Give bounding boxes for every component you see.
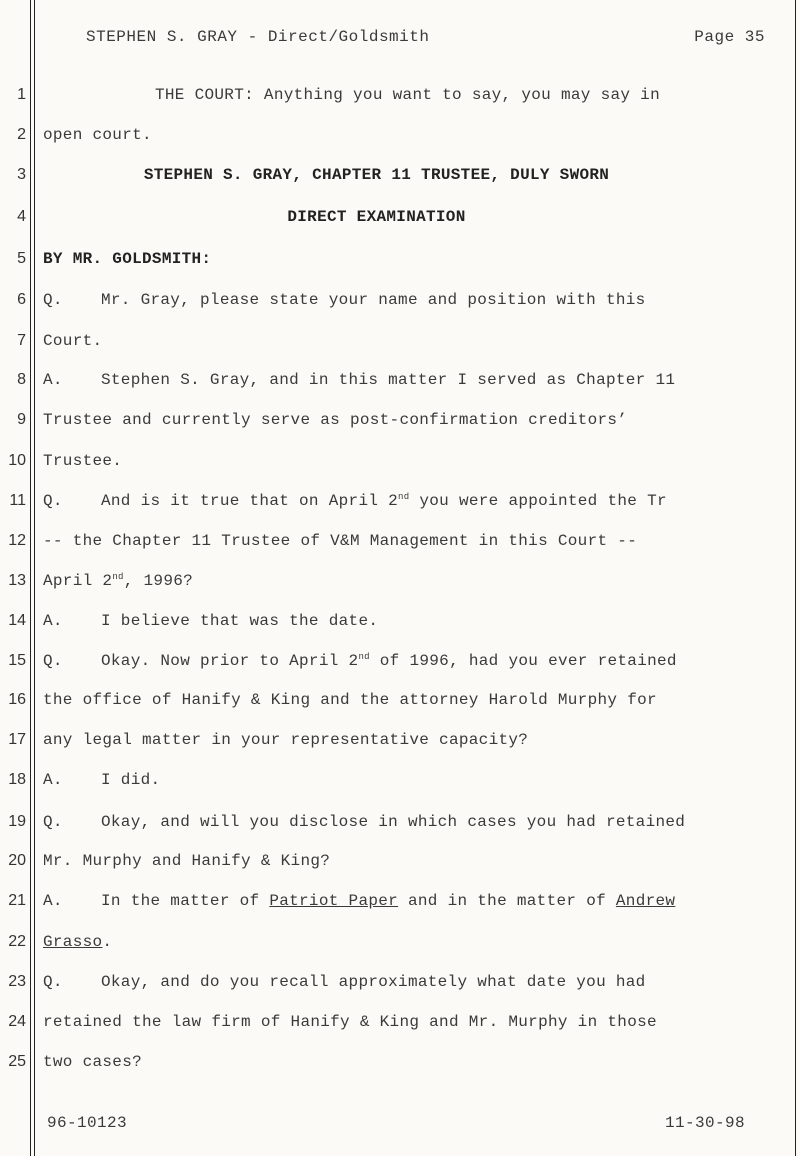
line-number: 7 [17, 332, 26, 349]
transcript-line: April 2nd, 1996? [43, 572, 194, 590]
question-label: Q. [43, 492, 63, 510]
transcript-line: any legal matter in your representative capacity? [43, 731, 529, 749]
transcript-line: -- the Chapter 11 Trustee of V&M Management in this Court -- [43, 532, 638, 550]
page-number: Page 35 [694, 28, 765, 46]
left-margin-rule-outer [30, 0, 31, 1156]
case-name-patriot-paper: Patriot Paper [269, 892, 399, 910]
witness-heading: STEPHEN S. GRAY, CHAPTER 11 TRUSTEE, DULY SWORN [143, 166, 610, 184]
page-footer [47, 1114, 745, 1136]
transcript-date: 11-30-98 [664, 1114, 745, 1132]
case-name-andrew: Andrew [615, 892, 676, 910]
line-number: 3 [17, 166, 26, 183]
transcript-line: A. I did. [43, 771, 161, 789]
examination-heading: DIRECT EXAMINATION [287, 208, 466, 226]
line-number: 15 [8, 652, 26, 669]
line-number: 20 [8, 852, 26, 869]
line-number: 4 [17, 208, 26, 225]
line-number: 6 [17, 291, 26, 308]
answer-label: A. [43, 612, 63, 630]
transcript-line: retained the law firm of Hanify & King and Mr. Murphy in those [43, 1013, 657, 1031]
answer-label: A. [43, 892, 63, 910]
line-number: 19 [8, 813, 26, 830]
transcript-line: Q. And is it true that on April 2nd you were appointed the Tr [43, 492, 667, 510]
transcript-line: the office of Hanify & King and the attorney Harold Murphy for [43, 691, 657, 709]
line-number: 13 [8, 572, 26, 589]
transcript-line: A. In the matter of Patriot Paper and in the matter of Andrew [43, 892, 676, 910]
page-header [86, 28, 765, 50]
question-label: Q. [43, 973, 63, 991]
line-number: 10 [8, 452, 26, 469]
case-name-grasso: Grasso [43, 933, 103, 951]
transcript-line: Q. Okay, and do you recall approximately what date you had [43, 973, 646, 991]
question-label: Q. [43, 652, 63, 670]
line-number: 21 [8, 892, 26, 909]
line-number: 9 [17, 411, 26, 428]
transcript-line: Mr. Murphy and Hanify & King? [43, 852, 331, 870]
answer-label: A. [43, 371, 63, 389]
answer-label: A. [43, 771, 63, 789]
transcript-line: A. I believe that was the date. [43, 612, 379, 630]
line-number: 25 [8, 1053, 26, 1070]
examiner-heading: BY MR. GOLDSMITH: [43, 250, 212, 268]
transcript-line: Court. [43, 332, 103, 350]
line-number: 23 [8, 973, 26, 990]
right-margin-rule [795, 0, 796, 1156]
line-number: 17 [8, 731, 26, 748]
transcript-line: open court. [43, 126, 152, 144]
line-number: 18 [8, 771, 26, 788]
transcript-line: Q. Okay. Now prior to April 2nd of 1996, had you ever retained [43, 652, 677, 670]
line-number: 16 [8, 691, 26, 708]
question-label: Q. [43, 291, 63, 309]
line-number: 1 [17, 86, 26, 103]
transcript-line: Trustee. [43, 452, 123, 470]
transcript-line: two cases? [43, 1053, 143, 1071]
transcript-line: THE COURT: Anything you want to say, you may say in [155, 86, 660, 104]
line-number: 12 [8, 532, 26, 549]
left-margin-rule-inner [34, 0, 35, 1156]
transcript-line: Q. Okay, and will you disclose in which cases you had retained [43, 813, 686, 831]
question-label: Q. [43, 813, 63, 831]
transcript-line: Trustee and currently serve as post-confirmation creditors’ [43, 411, 628, 429]
line-number: 22 [8, 933, 26, 950]
line-number: 5 [17, 250, 26, 267]
line-number: 8 [17, 371, 26, 388]
line-number: 2 [17, 126, 26, 143]
header-title: STEPHEN S. GRAY - Direct/Goldsmith [86, 28, 430, 46]
transcript-line: A. Stephen S. Gray, and in this matter I served as Chapter 11 [43, 371, 676, 389]
line-number: 11 [9, 492, 26, 509]
line-number: 14 [8, 612, 26, 629]
transcript-line: Q. Mr. Gray, please state your name and position with this [43, 291, 646, 309]
transcript-line: Grasso. [43, 933, 113, 951]
line-number: 24 [8, 1013, 26, 1030]
case-number: 96-10123 [47, 1114, 128, 1132]
